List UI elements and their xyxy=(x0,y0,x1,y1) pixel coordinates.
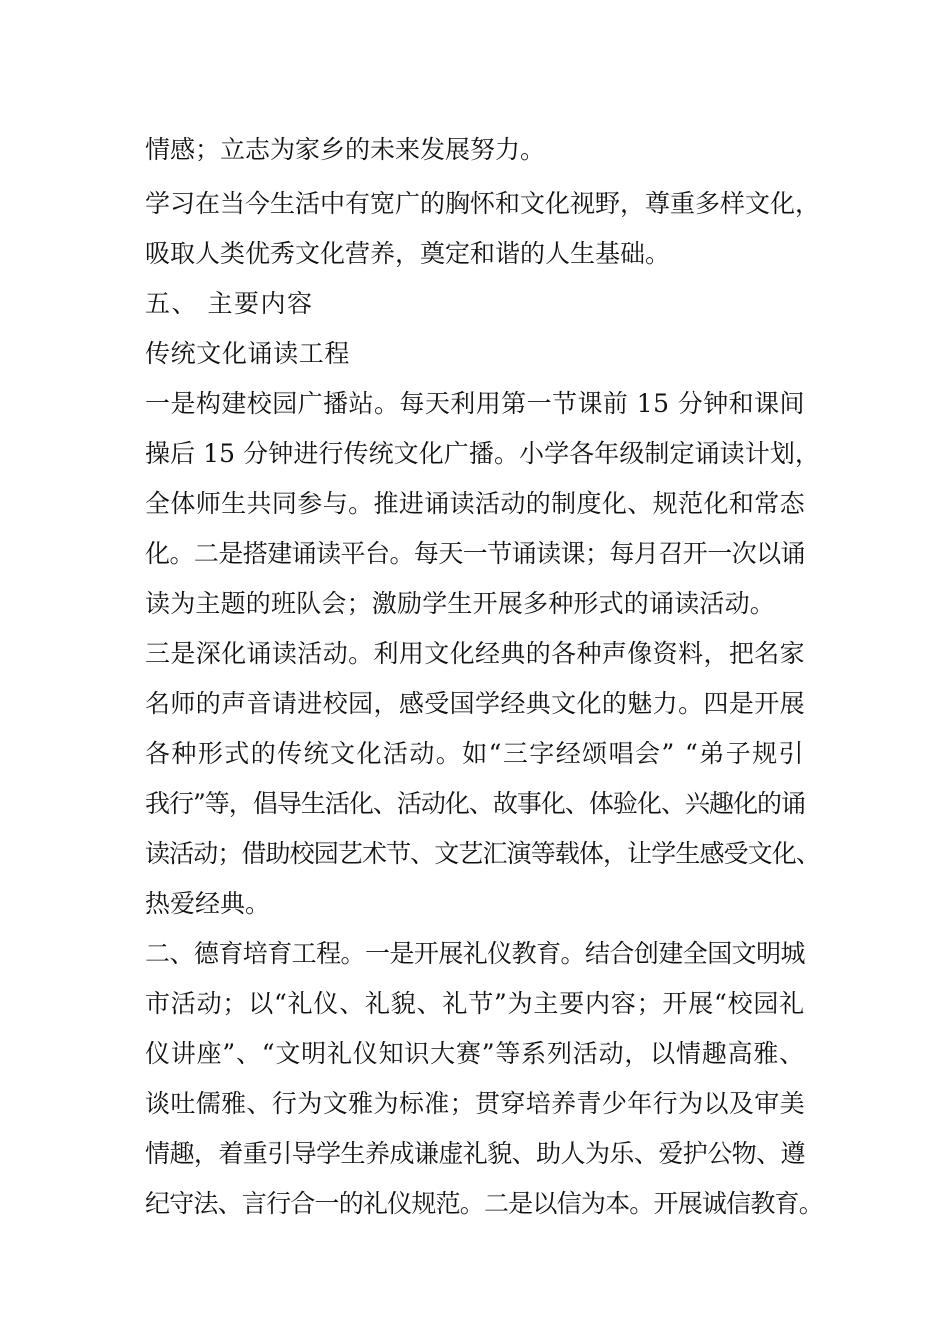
text-line: 仪讲座”、“文明礼仪知识大赛”等系列活动，以情趣高雅、 xyxy=(145,1039,805,1068)
text-line: 三是深化诵读活动。利用文化经典的各种声像资料，把名家 xyxy=(145,639,805,668)
text-line: 二、德育培育工程。一是开展礼仪教育。结合创建全国文明城 xyxy=(145,939,805,968)
text-line: 化。二是搭建诵读平台。每天一节诵读课；每月召开一次以诵 xyxy=(145,539,805,568)
text-line: 情感；立志为家乡的未来发展努力。 xyxy=(145,135,545,164)
text-line: 操后 15 分钟进行传统文化广播。小学各年级制定诵读计划， xyxy=(145,439,820,468)
text-line: 情趣，着重引导学生养成谦虚礼貌、助人为乐、爱护公物、遵 xyxy=(145,1139,805,1168)
text-line: 全体师生共同参与。推进诵读活动的制度化、规范化和常态 xyxy=(145,489,805,518)
text-line: 市活动；以“礼仪、礼貌、礼节”为主要内容；开展“校园礼 xyxy=(145,989,805,1018)
text-line: 纪守法、言行合一的礼仪规范。二是以信为本。开展诚信教育。 xyxy=(145,1189,823,1218)
text-line: 读活动；借助校园艺术节、文艺汇演等载体，让学生感受文化、 xyxy=(145,839,820,868)
text-line: 读为主题的班队会；激励学生开展多种形式的诵读活动。 xyxy=(145,589,775,618)
text-line: 一是构建校园广播站。每天利用第一节课前 15 分钟和课间 xyxy=(145,389,805,418)
text-line: 学习在当今生活中有宽广的胸怀和文化视野，尊重多样文化， xyxy=(145,189,820,218)
text-line: 谈吐儒雅、行为文雅为标准；贯穿培养青少年行为以及审美 xyxy=(145,1089,805,1118)
section-heading: 五、 主要内容 xyxy=(145,289,314,318)
text-line: 我行”等，倡导生活化、活动化、故事化、体验化、兴趣化的诵 xyxy=(145,789,805,818)
text-line: 名师的声音请进校园，感受国学经典文化的魅力。四是开展 xyxy=(145,689,805,718)
text-line: 各种形式的传统文化活动。如“三字经颂唱会” “弟子规引 xyxy=(145,739,805,768)
text-line: 吸取人类优秀文化营养，奠定和谐的人生基础。 xyxy=(145,239,670,268)
text-line: 热爱经典。 xyxy=(145,889,270,918)
subsection-heading: 传统文化诵读工程 xyxy=(145,339,350,368)
